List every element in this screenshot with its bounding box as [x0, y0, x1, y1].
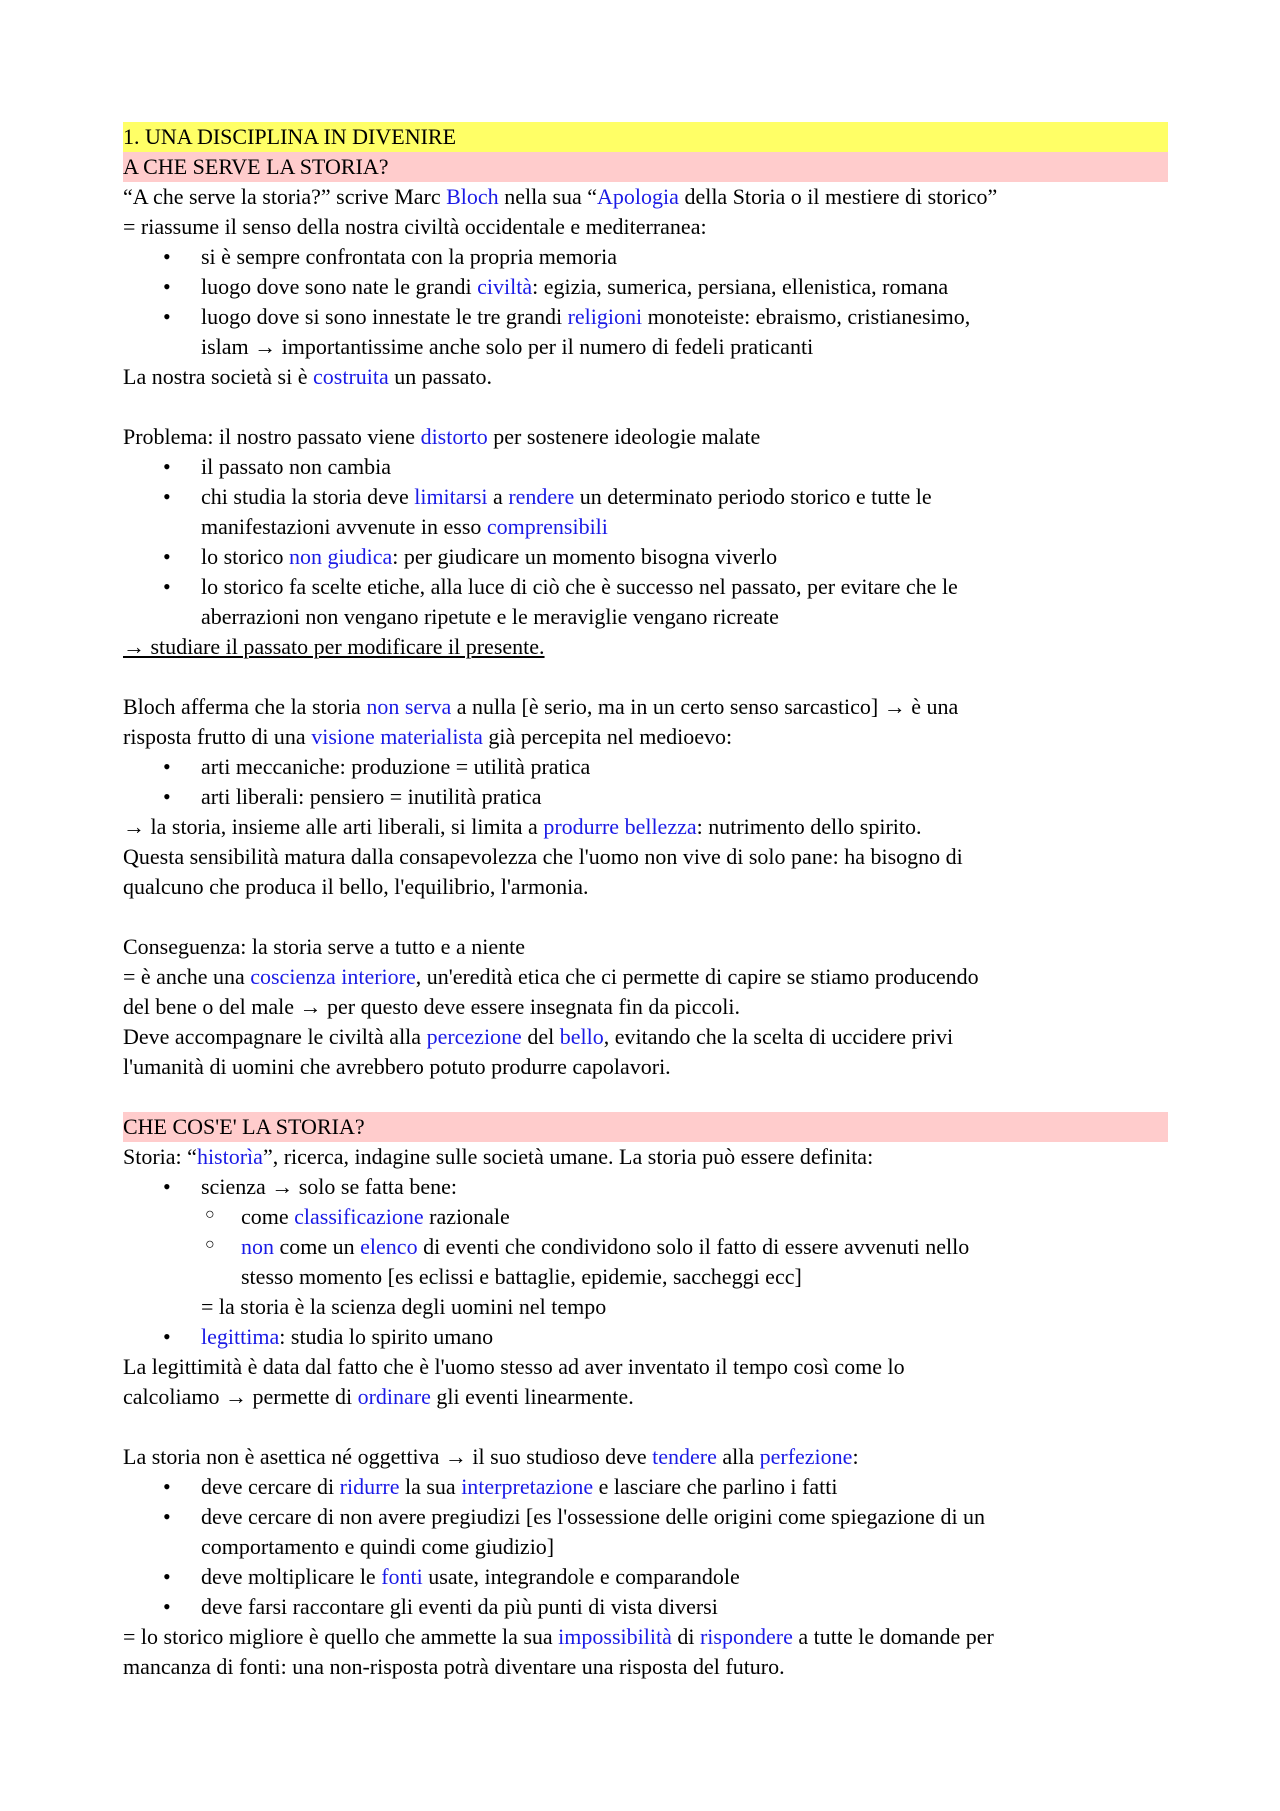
- chapter-heading: 1. UNA DISCIPLINA IN DIVENIRE: [123, 122, 1168, 152]
- paragraph: La storia non è asettica né oggettiva → il suo studioso deve tendere alla perfezione:: [123, 1444, 859, 1469]
- bullet-icon: •: [163, 244, 171, 269]
- paragraph: Conseguenza: la storia serve a tutto e a niente: [123, 934, 525, 959]
- paragraph: Bloch afferma che la storia non serva a nulla [è serio, ma in un certo senso sarcastico] → è una: [123, 694, 959, 719]
- bullet-icon: •: [163, 1564, 171, 1589]
- sub-list-item-continuation: stesso momento [es eclissi e battaglie, epidemie, saccheggi ecc]: [241, 1264, 802, 1289]
- section-heading: A CHE SERVE LA STORIA?: [123, 152, 1168, 182]
- keyword: non: [241, 1234, 274, 1259]
- list-item: • legittima: studia lo spirito umano: [123, 1322, 1168, 1352]
- list-item: • lo storico non giudica: per giudicare un momento bisogna viverlo: [123, 542, 1168, 572]
- list-item: • deve moltiplicare le fonti usate, integrandole e comparandole: [123, 1562, 1168, 1592]
- paragraph: La legittimità è data dal fatto che è l'uomo stesso ad aver inventato il tempo così come lo: [123, 1354, 905, 1379]
- keyword: classificazione: [294, 1204, 424, 1229]
- sub-list-item: ○ come classificazione razionale: [123, 1202, 1168, 1232]
- paragraph: = riassume il senso della nostra civiltà occidentale e mediterranea:: [123, 214, 707, 239]
- list-item: • il passato non cambia: [123, 452, 1168, 482]
- paragraph: calcoliamo → permette di ordinare gli eventi linearmente.: [123, 1384, 634, 1409]
- conclusion: → studiare il passato per modificare il presente.: [123, 634, 545, 659]
- bullet-icon: •: [163, 304, 171, 329]
- keyword: civiltà: [477, 274, 533, 299]
- paragraph: → la storia, insieme alle arti liberali, si limita a produrre bellezza: nutrimento dello spirito.: [123, 814, 922, 839]
- keyword: impossibilità: [558, 1624, 672, 1649]
- bullet-icon: •: [163, 1324, 171, 1349]
- paragraph: La nostra società si è costruita un passato.: [123, 364, 493, 389]
- list-item: • chi studia la storia deve limitarsi a rendere un determinato periodo storico e tutte le: [123, 482, 1168, 512]
- keyword: Bloch: [446, 184, 499, 209]
- paragraph: l'umanità di uomini che avrebbero potuto produrre capolavori.: [123, 1054, 671, 1079]
- bullet-icon: •: [163, 484, 171, 509]
- list-item-continuation: manifestazioni avvenute in esso comprensibili: [201, 514, 608, 539]
- bullet-icon: •: [163, 1504, 171, 1529]
- list-item: • arti liberali: pensiero = inutilità pratica: [123, 782, 1168, 812]
- keyword: rispondere: [699, 1624, 793, 1649]
- paragraph: risposta frutto di una visione materialista già percepita nel medioevo:: [123, 724, 733, 749]
- list-item: • lo storico fa scelte etiche, alla luce di ciò che è successo nel passato, per evitare che le: [123, 572, 1168, 602]
- keyword: produrre bellezza: [543, 814, 697, 839]
- list-item: • scienza → solo se fatta bene:: [123, 1172, 1168, 1202]
- document-page: [123, 122, 1168, 1682]
- keyword: tendere: [652, 1444, 717, 1469]
- bullet-icon: •: [163, 274, 171, 299]
- keyword: bello: [559, 1024, 604, 1049]
- keyword: religioni: [567, 304, 643, 329]
- bullet-icon: •: [163, 754, 171, 779]
- bullet-icon: •: [163, 574, 171, 599]
- section-heading: CHE COS'E' LA STORIA?: [123, 1112, 1168, 1142]
- keyword: comprensibili: [486, 514, 608, 539]
- keyword: non serva: [366, 694, 452, 719]
- paragraph: Storia: “historìa”, ricerca, indagine sulle società umane. La storia può essere definita:: [123, 1144, 874, 1169]
- keyword: perfezione: [759, 1444, 853, 1469]
- keyword: interpretazione: [461, 1474, 594, 1499]
- circle-bullet-icon: ○: [205, 1206, 215, 1223]
- paragraph: = è anche una coscienza interiore, un'eredità etica che ci permette di capire se stiamo producendo: [123, 964, 979, 989]
- paragraph: Questa sensibilità matura dalla consapevolezza che l'uomo non vive di solo pane: ha bisogno di: [123, 844, 963, 869]
- keyword: visione materialista: [311, 724, 483, 749]
- list-item: • si è sempre confrontata con la propria memoria: [123, 242, 1168, 272]
- list-item: • deve farsi raccontare gli eventi da più punti di vista diversi: [123, 1592, 1168, 1622]
- keyword: percezione: [426, 1024, 522, 1049]
- keyword: ordinare: [357, 1384, 431, 1409]
- paragraph: qualcuno che produca il bello, l'equilibrio, l'armonia.: [123, 874, 589, 899]
- keyword: distorto: [420, 424, 488, 449]
- bullet-icon: •: [163, 784, 171, 809]
- keyword: coscienza interiore: [250, 964, 416, 989]
- paragraph: del bene o del male → per questo deve essere insegnata fin da piccoli.: [123, 994, 740, 1019]
- keyword: historìa: [196, 1144, 263, 1169]
- list-item: • luogo dove si sono innestate le tre grandi religioni monoteiste: ebraismo, cristianesimo,: [123, 302, 1168, 332]
- list-item: • deve cercare di non avere pregiudizi [es l'ossessione delle origini come spiegazione di un: [123, 1502, 1168, 1532]
- keyword: legittima: [201, 1324, 280, 1349]
- paragraph: Problema: il nostro passato viene distorto per sostenere ideologie malate: [123, 424, 761, 449]
- keyword: limitarsi: [414, 484, 488, 509]
- bullet-icon: •: [163, 454, 171, 479]
- keyword: fonti: [381, 1564, 423, 1589]
- keyword: rendere: [508, 484, 575, 509]
- sub-list-item: ○ non come un elenco di eventi che condividono solo il fatto di essere avvenuti nello: [123, 1232, 1168, 1262]
- list-item: • luogo dove sono nate le grandi civiltà: egizia, sumerica, persiana, ellenistica, romana: [123, 272, 1168, 302]
- keyword: ridurre: [339, 1474, 400, 1499]
- keyword: Apologia: [597, 184, 679, 209]
- list-item: • arti meccaniche: produzione = utilità pratica: [123, 752, 1168, 782]
- bullet-icon: •: [163, 1174, 171, 1199]
- keyword: elenco: [360, 1234, 418, 1259]
- paragraph: mancanza di fonti: una non-risposta potrà diventare una risposta del futuro.: [123, 1654, 785, 1679]
- bullet-icon: •: [163, 1594, 171, 1619]
- list-item-continuation: aberrazioni non vengano ripetute e le meraviglie vengano ricreate: [201, 604, 779, 629]
- circle-bullet-icon: ○: [205, 1236, 215, 1253]
- keyword: costruita: [313, 364, 389, 389]
- list-item-continuation: = la storia è la scienza degli uomini nel tempo: [201, 1294, 607, 1319]
- paragraph: Deve accompagnare le civiltà alla percezione del bello, evitando che la scelta di uccidere privi: [123, 1024, 954, 1049]
- paragraph: = lo storico migliore è quello che ammette la sua impossibilità di rispondere a tutte le domande per: [123, 1624, 994, 1649]
- paragraph: “A che serve la storia?” scrive Marc Bloch nella sua “Apologia della Storia o il mestiere di storico”: [123, 184, 998, 209]
- bullet-icon: •: [163, 1474, 171, 1499]
- list-item-continuation: islam → importantissime anche solo per il numero di fedeli praticanti: [201, 334, 814, 359]
- list-item: • deve cercare di ridurre la sua interpretazione e lasciare che parlino i fatti: [123, 1472, 1168, 1502]
- bullet-icon: •: [163, 544, 171, 569]
- keyword: non giudica: [289, 544, 393, 569]
- list-item-continuation: comportamento e quindi come giudizio]: [201, 1534, 555, 1559]
